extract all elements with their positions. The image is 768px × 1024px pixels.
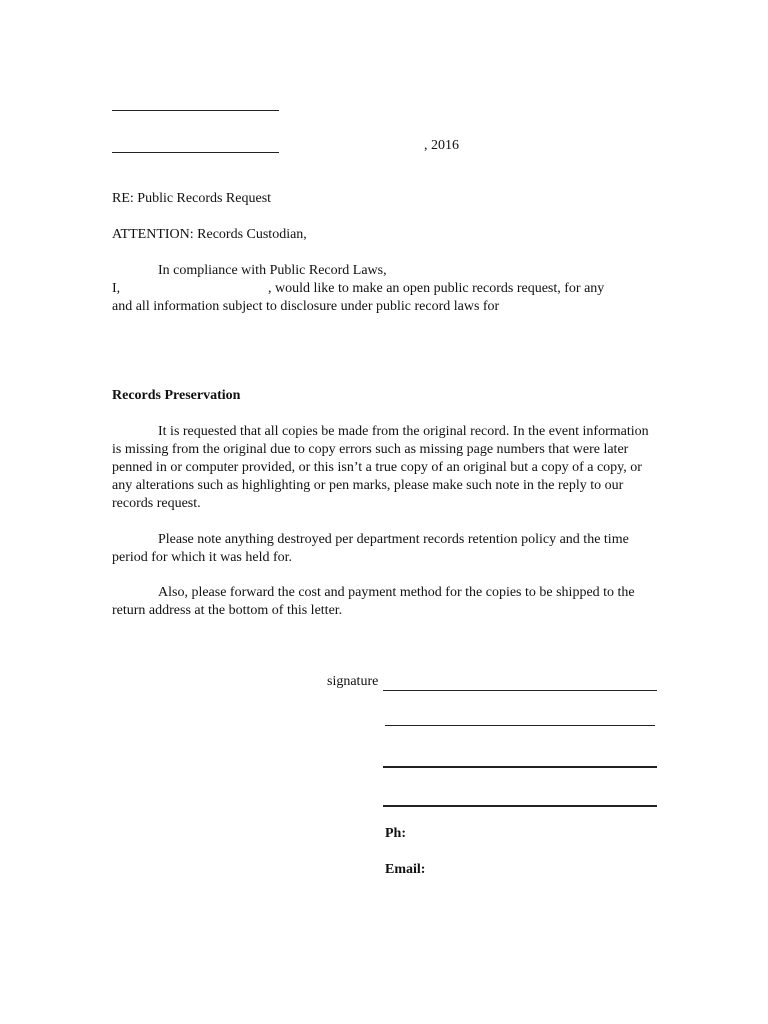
phone-label: Ph:: [385, 826, 406, 841]
section-heading: Records Preservation: [112, 388, 241, 403]
printed-name-blank[interactable]: [385, 725, 655, 726]
address-line-1-blank[interactable]: [383, 766, 657, 768]
preservation-paragraph-3: Also, please forward the cost and payment method for the copies to be shipped to the return address at the bottom of this letter.: [112, 585, 635, 618]
recipient-name-blank[interactable]: [112, 110, 279, 111]
intro-prefix: I,: [112, 281, 121, 296]
preservation-paragraph-2: Please note anything destroyed per department records retention policy and the time period for which it was held for.: [112, 532, 629, 565]
intro-line-1: In compliance with Public Record Laws,: [158, 263, 387, 278]
attention-line: ATTENTION: Records Custodian,: [112, 227, 307, 242]
signature-blank[interactable]: [383, 690, 657, 691]
signature-label: signature: [327, 674, 379, 689]
address-line-2-blank[interactable]: [383, 805, 657, 807]
preservation-paragraph-1: It is requested that all copies be made from the original record. In the event information is missing from the original due to copy errors such as missing page numbers that were later penned in or computer provided, or this isn’t a true copy of an original but a copy of a copy, or any alterations such as highlighting or pen marks, please make such note in the reply to our records request.: [112, 424, 649, 511]
re-line: RE: Public Records Request: [112, 191, 272, 206]
recipient-address-blank[interactable]: [112, 152, 279, 153]
intro-line-3: and all information subject to disclosure under public record laws for: [112, 299, 500, 314]
date-year: , 2016: [424, 138, 459, 153]
email-label: Email:: [385, 862, 426, 877]
intro-line-2: , would like to make an open public records request, for any: [268, 281, 605, 296]
